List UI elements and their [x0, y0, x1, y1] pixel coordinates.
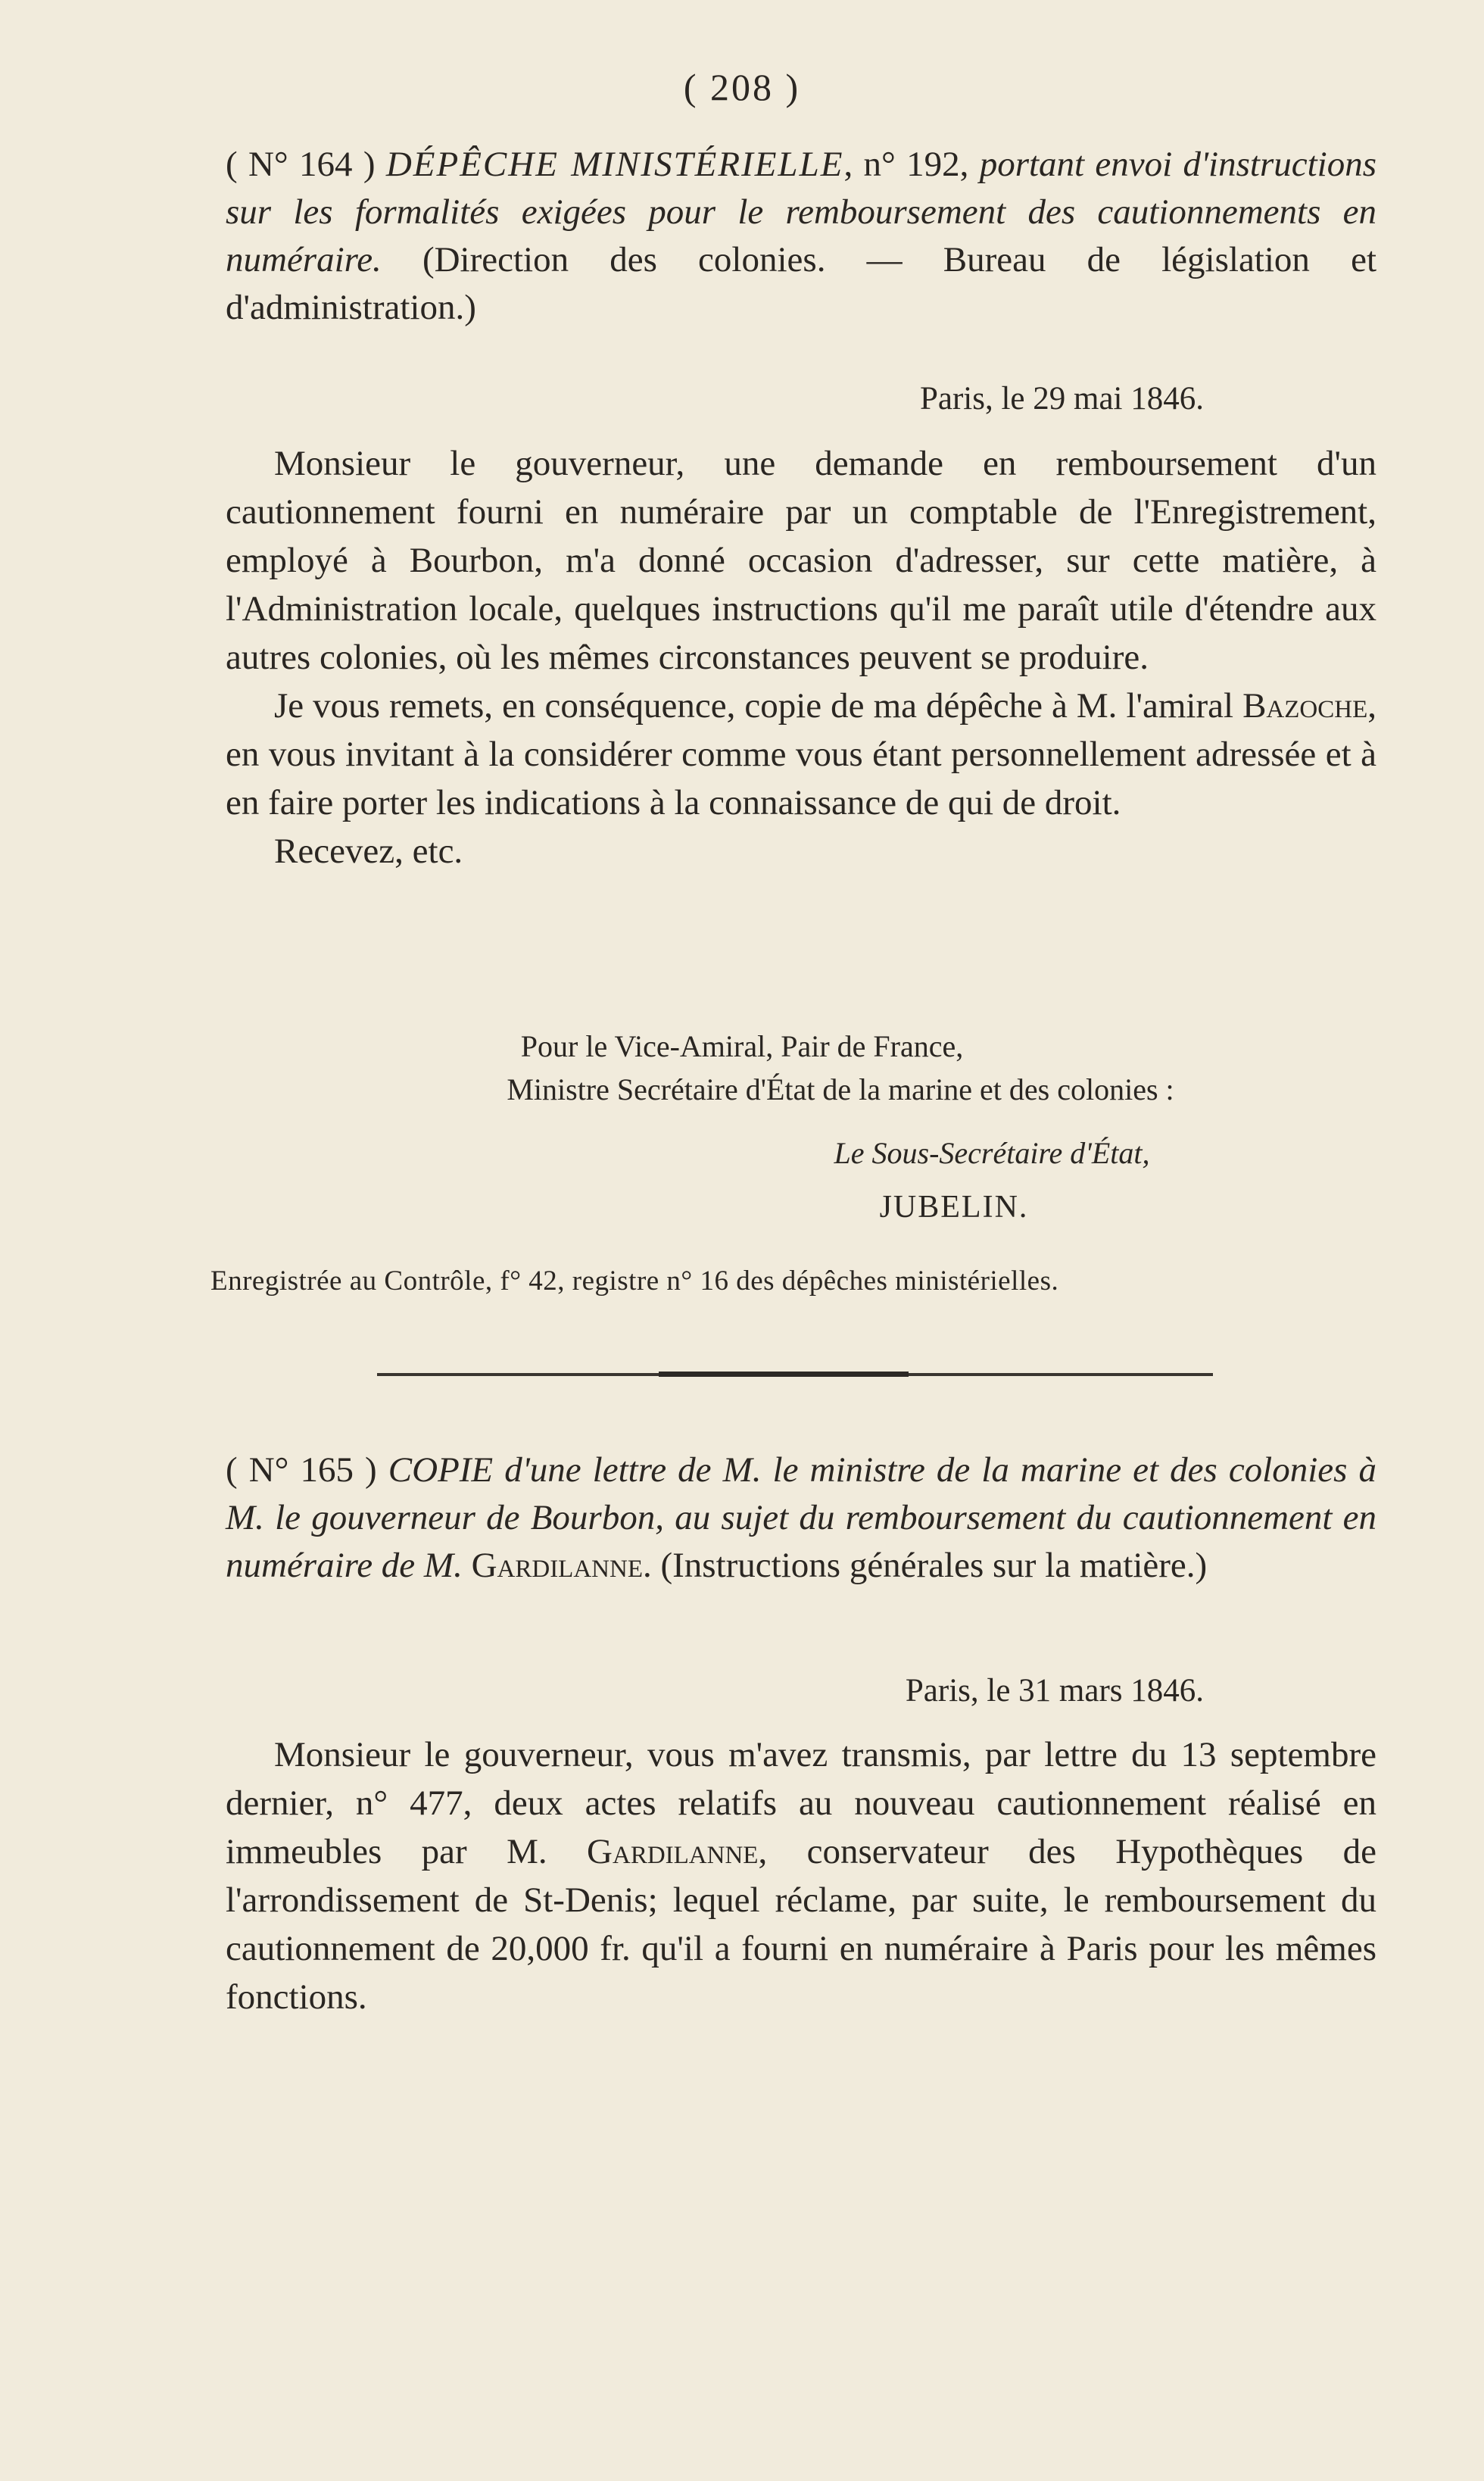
- doc-164-para1: Monsieur le gouverneur, une demande en remboursement d'un cautionnement fourni en numéraire par un comptable de l'Enregistrement, employé à Bourbon, m'a donné occasion d'adresser, sur cette matière, à l'Administration locale, quelques instructions qu'il me paraît utile d'étendre aux autres colonies, où les mêmes circonstances peuvent se produire.: [226, 444, 1376, 677]
- doc-165-title-a: COPIE d'une lettre de M. le ministre de la marine et des colonies à M. le gouverneur de Bourbon, au sujet du remboursement du cautionnement en numéraire de M.: [226, 1450, 1377, 1585]
- doc-164-subtitle: portant envoi d'instructions sur les formalités exigées pour le remboursement des cautionnements en numéraire.: [226, 145, 1377, 279]
- doc-164-subtitle-num: , n° 192,: [843, 145, 980, 184]
- doc-164-number: ( N° 164 ): [226, 145, 376, 184]
- doc-165-title-b: . (Instructions générales sur la matière.): [643, 1546, 1208, 1585]
- doc-164-para2-name: Bazoche: [1242, 686, 1368, 726]
- doc-164-title: DÉPÊCHE MINISTÉRIELLE: [385, 145, 844, 184]
- doc-165-title-name: Gardilanne: [471, 1546, 643, 1585]
- doc-165-para1-a: Monsieur le gouverneur, vous m'avez transmis, par lettre du 13 septembre dernier, n° 477, deux actes relatifs au nouveau cautionnement réalisé en immeubles par M.: [226, 1735, 1376, 1871]
- doc-164-para2-a: Je vous remets, en conséquence, copie de ma dépêche à M. l'amiral: [274, 686, 1243, 726]
- doc-164-body: [226, 439, 1376, 875]
- doc-164-signature-line1: Pour le Vice-Amiral, Pair de France,: [520, 1029, 964, 1063]
- doc-165-heading: [226, 1446, 1376, 1590]
- doc-164-heading: [226, 141, 1376, 332]
- section-divider-center: [659, 1372, 909, 1377]
- doc-165-number: ( N° 165 ): [226, 1450, 377, 1490]
- doc-164-signature-line3: Le Sous-Secrétaire d'État,: [834, 1136, 1150, 1170]
- doc-164-registration: Enregistrée au Contrôle, f° 42, registre n° 16 des dépêches ministérielles.: [210, 1265, 1059, 1297]
- doc-164-signature-line2: Ministre Secrétaire d'État de la marine et des colonies :: [507, 1072, 1174, 1106]
- doc-165-para1-b: , conservateur des Hypothèques de l'arrondissement de St-Denis; lequel réclame, par suite, le remboursement du cautionnement de 20,000 fr. qu'il a fourni en numéraire à Paris pour les mêmes fonctions.: [226, 1832, 1376, 2017]
- doc-165-body: [226, 1730, 1376, 2021]
- doc-164-para2-b: , en vous invitant à la considérer comme vous étant personnellement adressée et à en faire porter les indications à la connaissance de qui de droit.: [226, 686, 1376, 822]
- doc-164-date: Paris, le 29 mai 1846.: [919, 381, 1204, 417]
- doc-165-para1: [226, 1730, 1376, 2021]
- doc-165-date: Paris, le 31 mars 1846.: [905, 1673, 1204, 1709]
- page-number: ( 208 ): [683, 66, 801, 108]
- doc-164-para2: [226, 682, 1376, 827]
- doc-164-direction: (Direction des colonies. — Bureau de législation et d'administration.): [226, 240, 1376, 327]
- doc-164-signature-name: JUBELIN.: [879, 1190, 1029, 1225]
- doc-164-para3: Recevez, etc.: [274, 832, 463, 871]
- doc-165-para1-name: Gardilanne: [587, 1832, 759, 1871]
